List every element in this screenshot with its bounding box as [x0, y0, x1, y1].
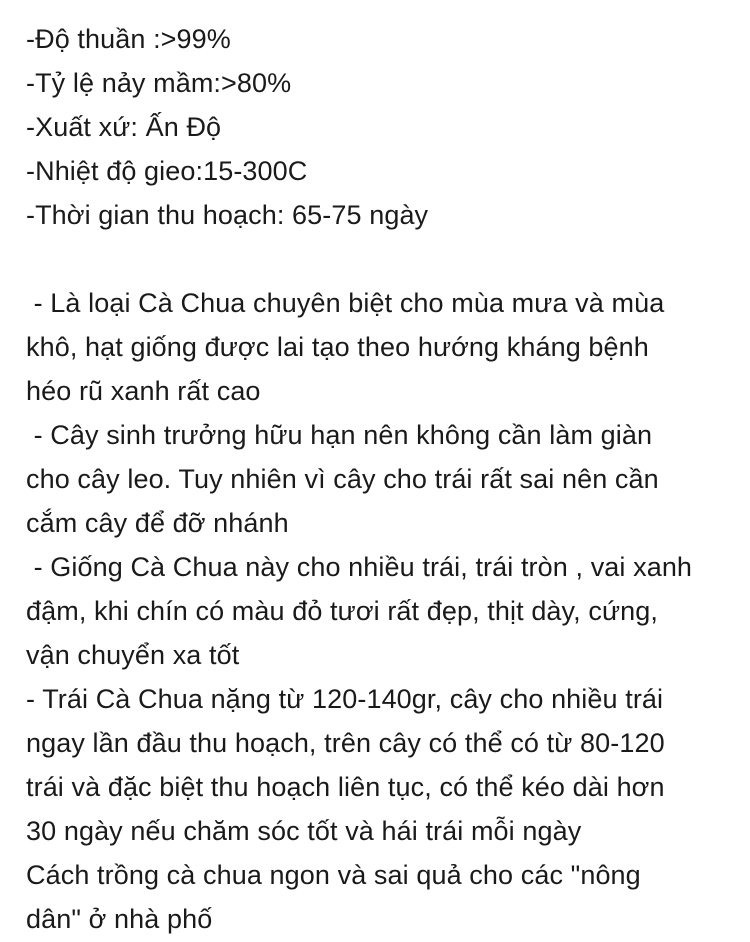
description-line: khô, hạt giống được lai tạo theo hướng kháng bệnh	[26, 332, 649, 362]
description-line: - Giống Cà Chua này cho nhiều trái, trái tròn , vai xanh	[26, 552, 693, 582]
description-line: ngay lần đầu thu hoạch, trên cây có thể có từ 80-120	[26, 728, 665, 758]
description-line: 30 ngày nếu chăm sóc tốt và hái trái mỗi ngày	[26, 816, 582, 846]
spec-origin: -Xuất xứ: Ấn Độ	[26, 112, 222, 142]
spec-sowing-temperature: -Nhiệt độ gieo:15-300C	[26, 156, 308, 186]
spec-purity: -Độ thuần :>99%	[26, 24, 231, 54]
spec-harvest-time: -Thời gian thu hoạch: 65-75 ngày	[26, 200, 429, 230]
description-line: dân" ở nhà phố	[26, 904, 213, 934]
description-line: đậm, khi chín có màu đỏ tươi rất đẹp, thịt dày, cứng,	[26, 596, 658, 626]
description-line: cho cây leo. Tuy nhiên vì cây cho trái rất sai nên cần	[26, 464, 659, 494]
spec-germination-rate: -Tỷ lệ nảy mầm:>80%	[26, 68, 292, 98]
description-line: - Là loại Cà Chua chuyên biệt cho mùa mưa và mùa	[26, 288, 665, 318]
description-line: cắm cây để đỡ nhánh	[26, 508, 289, 538]
description-line: héo rũ xanh rất cao	[26, 376, 261, 406]
blank-line	[26, 237, 746, 281]
description-line: Cách trồng cà chua ngon và sai quả cho các "nông	[26, 860, 641, 890]
document-text	[26, 17, 746, 941]
description-line: - Cây sinh trưởng hữu hạn nên không cần làm giàn	[26, 420, 653, 450]
description-line: - Trái Cà Chua nặng từ 120-140gr, cây cho nhiều trái	[26, 684, 664, 714]
description-line: trái và đặc biệt thu hoạch liên tục, có thể kéo dài hơn	[26, 772, 665, 802]
description-line: vận chuyển xa tốt	[26, 640, 240, 670]
